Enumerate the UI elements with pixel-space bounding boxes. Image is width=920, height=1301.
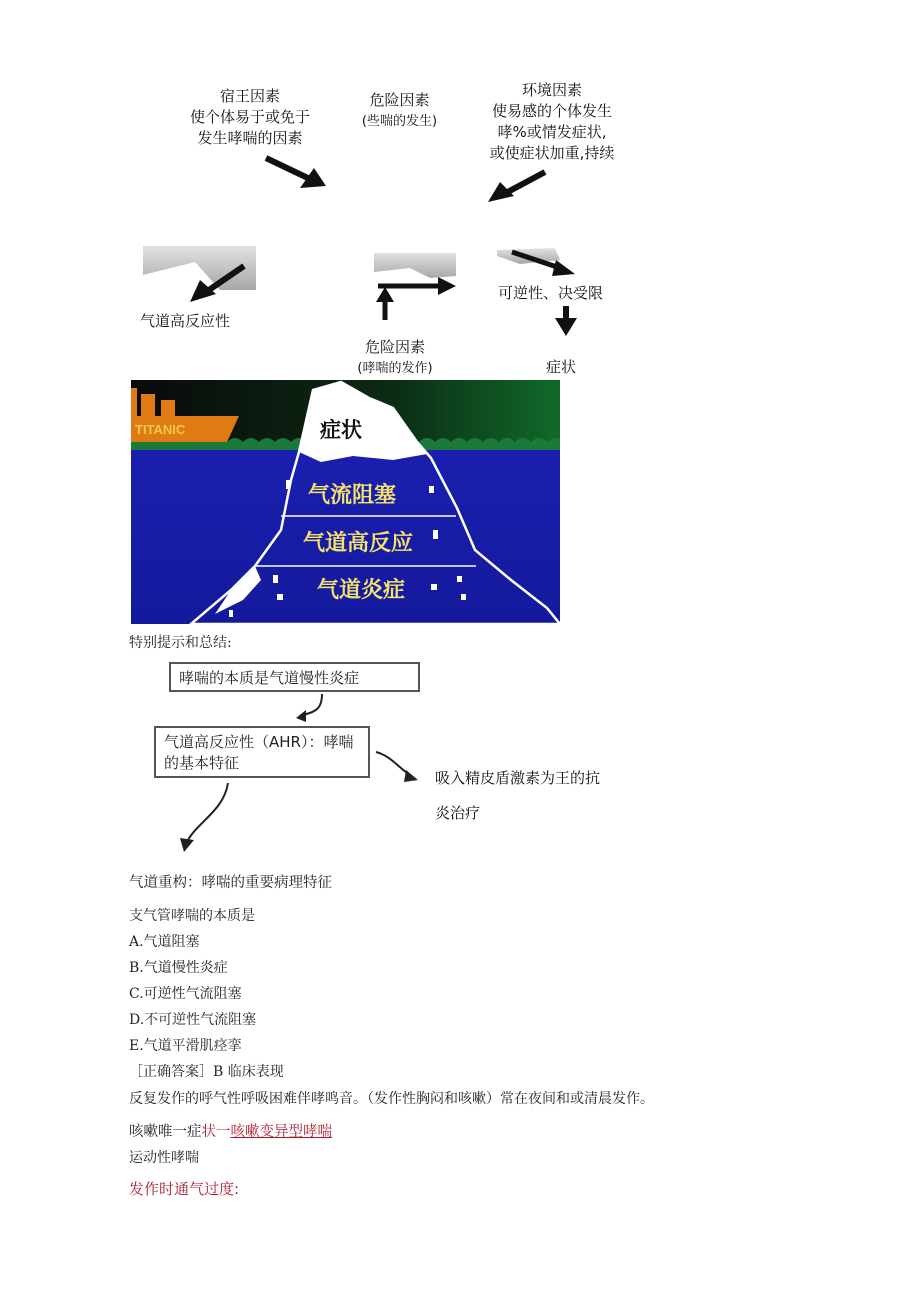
treatment-line1: 吸入精皮盾激素为王的抗 — [435, 769, 601, 787]
option-d: D.不可逆性气流阻塞 — [129, 1012, 257, 1028]
airway-hyper-label: 气道高反应性 — [140, 312, 231, 330]
answer-line: ［正确答案］B 临床表现 — [129, 1064, 284, 1080]
iceberg-top-label: 症状 — [320, 418, 362, 442]
remodel-line: 气道重构：哮喘的重要病理特征 — [129, 875, 332, 891]
summary-heading: 特别提示和总结: — [129, 635, 232, 651]
treatment-line2: 炎治疗 — [435, 804, 481, 822]
env-factor-line1: 使易感的个体发生 — [491, 102, 612, 120]
host-factor-line1: 使个体易于或免于 — [189, 108, 310, 126]
cough-prefix: 咳嗽唯一症 — [129, 1124, 202, 1140]
option-e: E.气道平滑肌痉挛 — [129, 1038, 242, 1054]
cough-red: 状一 — [201, 1124, 231, 1140]
risk-top-sub: (些喘的发生) — [361, 114, 438, 129]
iceberg-layer-2: 气道高反应 — [303, 531, 414, 556]
clinical-line1: 反复发作的呼气性呼吸困难伴哮鸣音。（发作性胸闷和咳嗽）常在夜间和或清晨发作。 — [129, 1091, 654, 1107]
reversible-label: 可逆性、决受限 — [498, 284, 604, 302]
iceberg-layer-3: 气道炎症 — [317, 578, 406, 603]
option-c: C.可逆性气流阻塞 — [129, 986, 242, 1002]
option-b: B.气道慢性炎症 — [129, 960, 228, 976]
env-factor-title: 环境因素 — [521, 81, 582, 99]
exercise-asthma: 运动性哮喘 — [129, 1150, 199, 1166]
question-stem: 支气管哮喘的本质是 — [129, 908, 255, 924]
host-factor-title: 宿王因素 — [219, 87, 280, 105]
cough-variant-asthma: 咳嗽变异型哮喘 — [230, 1124, 332, 1140]
env-factor-line3: 或使症状加重,持续 — [489, 144, 615, 162]
summary-box-ahr: 气道高反应性（AHR）：哮喘的基本特征 — [154, 726, 370, 778]
risk-bottom-sub: (哮喘的发作) — [357, 361, 433, 376]
symptom-label: 症状 — [546, 358, 577, 376]
risk-bottom-title: 危险因素 — [364, 338, 425, 356]
hyperventilation-line: 发作时通气过度: — [129, 1180, 240, 1198]
iceberg-layer-1: 气流阻塞 — [308, 483, 397, 508]
option-a: A.气道阻塞 — [129, 934, 200, 950]
ship-name: TITANIC — [135, 422, 186, 437]
summary-box-essence: 哮喘的本质是气道慢性炎症 — [169, 662, 420, 692]
host-factor-line2: 发生哮喘的因素 — [197, 129, 303, 147]
risk-top-title: 危险因素 — [369, 91, 430, 109]
env-factor-line2: 哮%或情发症状, — [497, 123, 607, 141]
cough-line — [129, 1120, 332, 1141]
